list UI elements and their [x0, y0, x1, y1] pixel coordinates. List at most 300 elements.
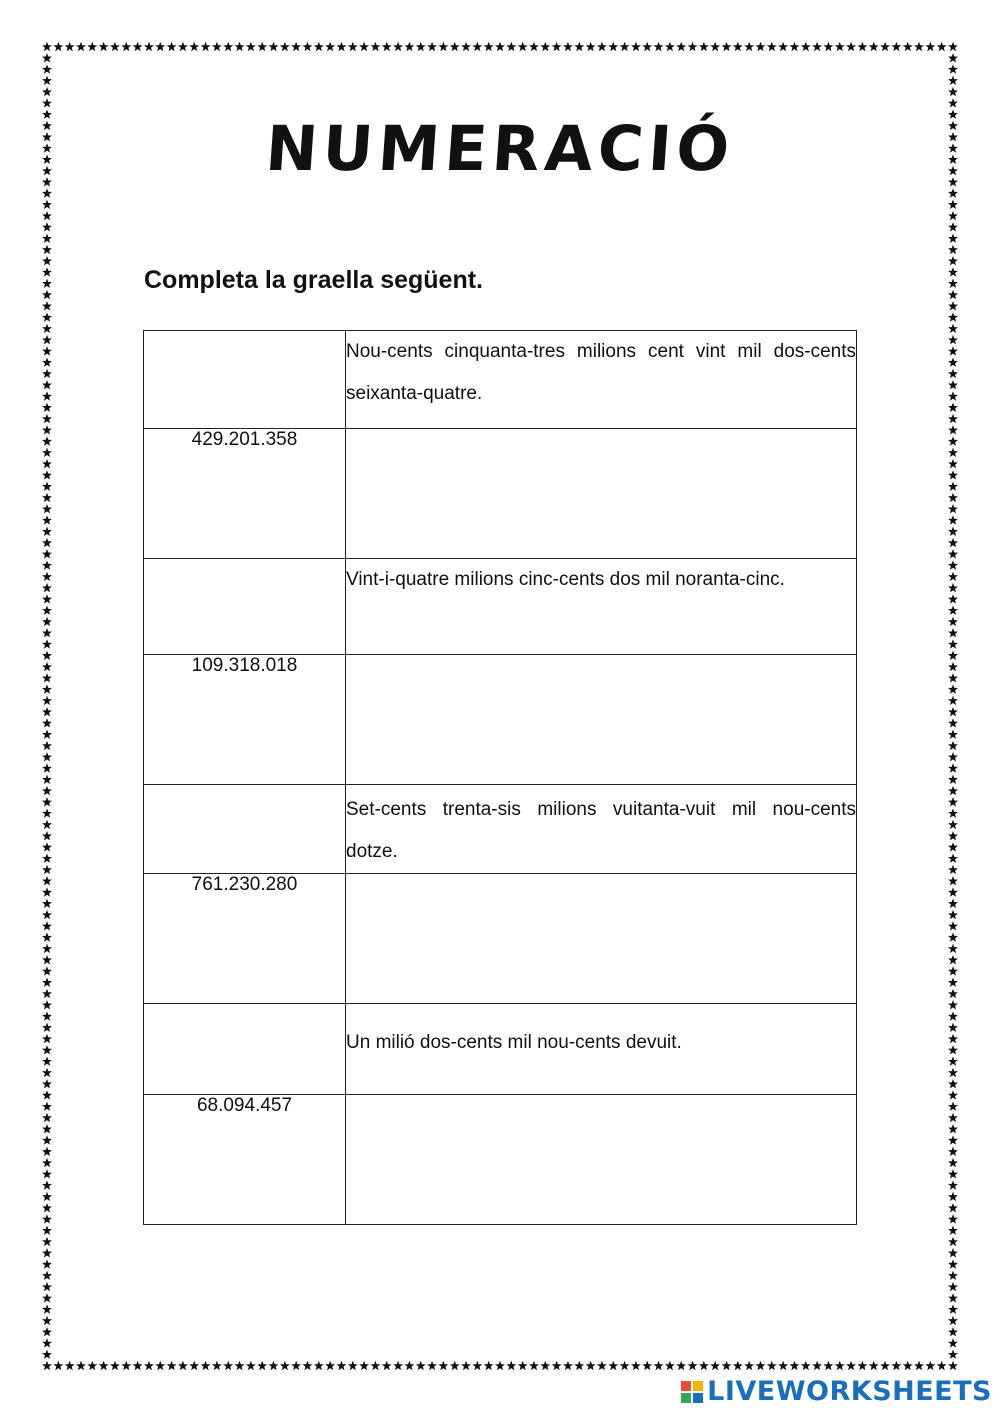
- star-icon: [42, 515, 52, 524]
- star-icon: [42, 707, 52, 716]
- star-icon: [42, 628, 52, 637]
- star-icon: [144, 1361, 154, 1370]
- star-icon: [189, 1361, 199, 1370]
- liveworksheets-logo: [681, 1376, 992, 1407]
- star-icon: [948, 1158, 958, 1167]
- star-icon: [450, 1361, 460, 1370]
- star-icon: [155, 42, 165, 51]
- star-icon: [903, 42, 913, 51]
- star-icon: [891, 1361, 901, 1370]
- star-icon: [948, 403, 958, 412]
- star-icon: [42, 729, 52, 738]
- star-icon: [948, 470, 958, 479]
- star-icon: [42, 1147, 52, 1156]
- star-icon: [42, 346, 52, 355]
- star-icon: [823, 42, 833, 51]
- star-icon: [42, 64, 52, 73]
- star-icon: [948, 673, 958, 682]
- star-icon: [223, 1361, 233, 1370]
- star-icon: [42, 76, 52, 85]
- star-icon: [948, 233, 958, 242]
- star-icon: [427, 42, 437, 51]
- star-icon: [42, 1282, 52, 1291]
- star-icon: [189, 42, 199, 51]
- star-icon: [472, 42, 482, 51]
- table-row: [144, 785, 857, 874]
- star-icon: [42, 1011, 52, 1020]
- star-icon: [767, 42, 777, 51]
- star-icon: [948, 1056, 958, 1065]
- star-icon: [744, 42, 754, 51]
- star-icon: [42, 1090, 52, 1099]
- table-row: [144, 655, 857, 785]
- star-icon: [948, 414, 958, 423]
- star-icon: [948, 831, 958, 840]
- star-icon: [325, 42, 335, 51]
- star-icon: [42, 301, 52, 310]
- star-icon: [42, 324, 52, 333]
- star-icon: [280, 42, 290, 51]
- star-icon: [948, 1045, 958, 1054]
- star-icon: [835, 1361, 845, 1370]
- star-icon: [348, 1361, 358, 1370]
- star-icon: [552, 1361, 562, 1370]
- number-cell[interactable]: [144, 331, 346, 429]
- star-icon: [42, 594, 52, 603]
- star-icon: [608, 42, 618, 51]
- star-icon: [948, 1327, 958, 1336]
- star-icon: [948, 1304, 958, 1313]
- star-icon: [948, 391, 958, 400]
- star-icon: [676, 42, 686, 51]
- star-icon: [42, 459, 52, 468]
- star-icon: [688, 42, 698, 51]
- star-icon: [42, 1158, 52, 1167]
- star-icon: [948, 1180, 958, 1189]
- words-text: Vint-i-quatre milions cinc-cents dos mil noranta-cinc.: [346, 569, 785, 590]
- star-icon: [948, 493, 958, 502]
- number-cell[interactable]: [144, 559, 346, 655]
- star-icon: [178, 1361, 188, 1370]
- star-icon: [948, 741, 958, 750]
- star-icon: [155, 1361, 165, 1370]
- star-icon: [461, 1361, 471, 1370]
- star-icon: [654, 1361, 664, 1370]
- star-icon: [597, 1361, 607, 1370]
- star-icon: [257, 42, 267, 51]
- star-icon: [42, 1248, 52, 1257]
- table-row: [144, 559, 857, 655]
- star-icon: [303, 1361, 313, 1370]
- star-icon: [144, 42, 154, 51]
- star-icon: [948, 459, 958, 468]
- star-icon: [948, 989, 958, 998]
- star-icon: [42, 808, 52, 817]
- words-text: Un milió dos-cents mil nou-cents devuit.: [346, 1032, 682, 1053]
- star-icon: [42, 1192, 52, 1201]
- star-icon: [540, 1361, 550, 1370]
- star-icon: [269, 1361, 279, 1370]
- star-icon: [948, 1237, 958, 1246]
- star-icon: [42, 425, 52, 434]
- star-icon: [42, 1226, 52, 1235]
- star-icon: [857, 1361, 867, 1370]
- star-icon: [948, 932, 958, 941]
- star-icon: [563, 1361, 573, 1370]
- star-icon: [291, 1361, 301, 1370]
- star-icon: [438, 42, 448, 51]
- star-icon: [948, 594, 958, 603]
- star-icon: [393, 1361, 403, 1370]
- star-icon: [937, 1361, 947, 1370]
- star-icon: [42, 605, 52, 614]
- star-icon: [948, 527, 958, 536]
- star-icon: [42, 910, 52, 919]
- star-icon: [42, 391, 52, 400]
- star-icon: [42, 245, 52, 254]
- star-icon: [846, 42, 856, 51]
- star-icon: [948, 312, 958, 321]
- star-icon: [42, 966, 52, 975]
- star-icon: [948, 222, 958, 231]
- star-icon: [42, 1023, 52, 1032]
- star-icon: [699, 1361, 709, 1370]
- star-icon: [495, 1361, 505, 1370]
- star-icon: [42, 932, 52, 941]
- star-icon: [756, 42, 766, 51]
- star-icon: [42, 899, 52, 908]
- star-icon: [42, 831, 52, 840]
- star-icon: [42, 527, 52, 536]
- star-icon: [948, 267, 958, 276]
- star-icon: [948, 853, 958, 862]
- star-icon: [359, 1361, 369, 1370]
- number-cell: 109.318.018: [144, 655, 346, 785]
- star-icon: [99, 1361, 109, 1370]
- star-icon: [42, 639, 52, 648]
- words-cell: [346, 559, 857, 655]
- star-icon: [42, 1327, 52, 1336]
- star-icon: [42, 1079, 52, 1088]
- star-icon: [382, 42, 392, 51]
- star-icon: [42, 1338, 52, 1347]
- star-icon: [948, 301, 958, 310]
- star-icon: [42, 673, 52, 682]
- star-icon: [42, 1045, 52, 1054]
- words-cell[interactable]: [346, 1095, 857, 1225]
- star-icon: [42, 1124, 52, 1133]
- star-icon: [948, 549, 958, 558]
- star-icon: [574, 1361, 584, 1370]
- star-icon: [948, 87, 958, 96]
- star-icon: [948, 1316, 958, 1325]
- instruction-text: Completa la graella següent.: [144, 266, 483, 294]
- star-icon: [574, 42, 584, 51]
- star-icon: [42, 87, 52, 96]
- star-icon: [506, 42, 516, 51]
- star-icon: [280, 1361, 290, 1370]
- star-icon: [53, 42, 63, 51]
- star-icon: [42, 921, 52, 930]
- star-icon: [42, 1203, 52, 1212]
- star-icon: [948, 651, 958, 660]
- star-icon: [869, 42, 879, 51]
- star-icon: [325, 1361, 335, 1370]
- star-icon: [948, 910, 958, 919]
- star-icon: [382, 1361, 392, 1370]
- words-text: Set-cents trenta-sis milions vuitanta-vuit mil nou-cents dotze.: [346, 799, 856, 862]
- star-icon: [948, 921, 958, 930]
- words-cell[interactable]: [346, 874, 857, 1004]
- number-cell[interactable]: [144, 1004, 346, 1095]
- star-icon: [948, 865, 958, 874]
- star-icon: [948, 842, 958, 851]
- star-icon: [631, 42, 641, 51]
- star-icon: [42, 1350, 52, 1359]
- star-icon: [133, 1361, 143, 1370]
- star-icon: [608, 1361, 618, 1370]
- star-icon: [359, 42, 369, 51]
- star-icon: [948, 256, 958, 265]
- star-icon: [948, 1169, 958, 1178]
- star-icon: [42, 481, 52, 490]
- star-icon: [948, 1282, 958, 1291]
- star-icon: [110, 42, 120, 51]
- table-row: [144, 429, 857, 559]
- star-icon: [201, 42, 211, 51]
- star-icon: [450, 42, 460, 51]
- table-row: [144, 1095, 857, 1225]
- star-icon: [42, 865, 52, 874]
- star-icon: [42, 538, 52, 547]
- star-icon: [767, 1361, 777, 1370]
- star-icon: [42, 718, 52, 727]
- star-icon: [461, 42, 471, 51]
- star-icon: [948, 425, 958, 434]
- star-icon: [790, 1361, 800, 1370]
- star-icon: [948, 944, 958, 953]
- star-icon: [948, 729, 958, 738]
- star-icon: [42, 1113, 52, 1122]
- number-cell[interactable]: [144, 785, 346, 874]
- star-icon: [416, 1361, 426, 1370]
- star-icon: [42, 1068, 52, 1077]
- star-icon: [42, 944, 52, 953]
- star-icon: [948, 1361, 958, 1370]
- star-icon: [42, 1293, 52, 1302]
- star-icon: [880, 1361, 890, 1370]
- star-icon: [42, 335, 52, 344]
- star-icon: [518, 1361, 528, 1370]
- star-icon: [529, 42, 539, 51]
- star-icon: [948, 966, 958, 975]
- words-cell: [346, 785, 857, 874]
- star-icon: [42, 380, 52, 389]
- star-icon: [291, 42, 301, 51]
- star-icon: [778, 42, 788, 51]
- star-icon: [891, 42, 901, 51]
- star-icon: [42, 357, 52, 366]
- star-icon: [235, 1361, 245, 1370]
- star-icon: [42, 222, 52, 231]
- star-icon: [948, 1023, 958, 1032]
- table-row: [144, 1004, 857, 1095]
- star-icon: [404, 42, 414, 51]
- star-icon: [948, 346, 958, 355]
- star-icon: [42, 188, 52, 197]
- star-icon: [857, 42, 867, 51]
- star-icon: [76, 1361, 86, 1370]
- star-icon: [87, 42, 97, 51]
- star-icon: [642, 42, 652, 51]
- page-title: NUMERACIÓ: [263, 112, 737, 185]
- star-icon: [948, 1000, 958, 1009]
- star-icon: [948, 775, 958, 784]
- star-icon: [948, 978, 958, 987]
- star-icon: [506, 1361, 516, 1370]
- star-icon: [42, 403, 52, 412]
- star-icon: [823, 1361, 833, 1370]
- star-icon: [472, 1361, 482, 1370]
- star-icon: [540, 42, 550, 51]
- star-icon: [948, 1011, 958, 1020]
- star-icon: [948, 876, 958, 885]
- star-icon: [223, 42, 233, 51]
- star-icon: [948, 188, 958, 197]
- star-icon: [948, 357, 958, 366]
- star-icon: [778, 1361, 788, 1370]
- star-icon: [948, 481, 958, 490]
- star-icon: [948, 211, 958, 220]
- star-icon: [948, 1068, 958, 1077]
- star-icon: [42, 1102, 52, 1111]
- star-icon: [676, 1361, 686, 1370]
- star-icon: [42, 53, 52, 62]
- star-icon: [948, 64, 958, 73]
- star-icon: [257, 1361, 267, 1370]
- star-icon: [812, 42, 822, 51]
- star-icon: [948, 1248, 958, 1257]
- star-icon: [42, 820, 52, 829]
- words-cell[interactable]: [346, 655, 857, 785]
- star-icon: [948, 53, 958, 62]
- star-icon: [42, 1180, 52, 1189]
- star-icon: [631, 1361, 641, 1370]
- star-icon: [42, 684, 52, 693]
- star-icon: [948, 504, 958, 513]
- star-icon: [925, 42, 935, 51]
- star-icon: [42, 763, 52, 772]
- star-icon: [948, 583, 958, 592]
- star-icon: [212, 1361, 222, 1370]
- star-icon: [948, 887, 958, 896]
- star-icon: [948, 572, 958, 581]
- star-icon: [42, 549, 52, 558]
- star-icon: [948, 763, 958, 772]
- star-icon: [121, 1361, 131, 1370]
- star-icon: [42, 1304, 52, 1313]
- star-icon: [42, 1000, 52, 1009]
- star-icon: [948, 279, 958, 288]
- star-icon: [42, 978, 52, 987]
- star-icon: [948, 335, 958, 344]
- star-icon: [948, 786, 958, 795]
- star-icon: [937, 42, 947, 51]
- star-icon: [710, 42, 720, 51]
- star-icon: [948, 1293, 958, 1302]
- number-cell: 429.201.358: [144, 429, 346, 559]
- star-icon: [178, 42, 188, 51]
- star-icon: [948, 324, 958, 333]
- star-icon: [948, 380, 958, 389]
- star-icon: [846, 1361, 856, 1370]
- star-icon: [42, 42, 52, 51]
- star-icon: [597, 42, 607, 51]
- star-icon: [303, 42, 313, 51]
- star-icon: [42, 211, 52, 220]
- words-cell[interactable]: [346, 331, 857, 429]
- star-icon: [42, 267, 52, 276]
- star-icon: [42, 504, 52, 513]
- star-icon: [65, 42, 75, 51]
- star-icon: [948, 448, 958, 457]
- star-icon: [53, 1361, 63, 1370]
- star-icon: [733, 42, 743, 51]
- star-icon: [99, 42, 109, 51]
- star-icon: [42, 279, 52, 288]
- star-icon: [337, 1361, 347, 1370]
- star-icon: [699, 42, 709, 51]
- star-icon: [42, 989, 52, 998]
- liveworksheets-icon: [681, 1381, 703, 1403]
- star-icon: [948, 1102, 958, 1111]
- star-icon: [42, 651, 52, 660]
- star-icon: [42, 696, 52, 705]
- star-icon: [269, 42, 279, 51]
- star-icon: [948, 797, 958, 806]
- star-icon: [42, 290, 52, 299]
- star-icon: [948, 662, 958, 671]
- star-icon: [65, 1361, 75, 1370]
- star-icon: [948, 538, 958, 547]
- star-icon: [948, 1079, 958, 1088]
- star-icon: [948, 707, 958, 716]
- star-icon: [42, 1214, 52, 1223]
- star-icon: [948, 1090, 958, 1099]
- star-icon: [42, 493, 52, 502]
- star-icon: [529, 1361, 539, 1370]
- star-icon: [42, 200, 52, 209]
- star-icon: [948, 617, 958, 626]
- star-icon: [133, 42, 143, 51]
- star-icon: [370, 42, 380, 51]
- star-icon: [42, 1271, 52, 1280]
- star-icon: [948, 245, 958, 254]
- star-icon: [42, 752, 52, 761]
- star-icon: [42, 1237, 52, 1246]
- star-icon: [404, 1361, 414, 1370]
- star-icon: [948, 752, 958, 761]
- star-icon: [42, 560, 52, 569]
- star-icon: [756, 1361, 766, 1370]
- watermark-text: LIVEWORKSHEETS: [707, 1376, 992, 1407]
- star-icon: [518, 42, 528, 51]
- star-icon: [948, 290, 958, 299]
- words-cell[interactable]: [346, 429, 857, 559]
- star-icon: [948, 42, 958, 51]
- star-icon: [948, 436, 958, 445]
- star-icon: [484, 1361, 494, 1370]
